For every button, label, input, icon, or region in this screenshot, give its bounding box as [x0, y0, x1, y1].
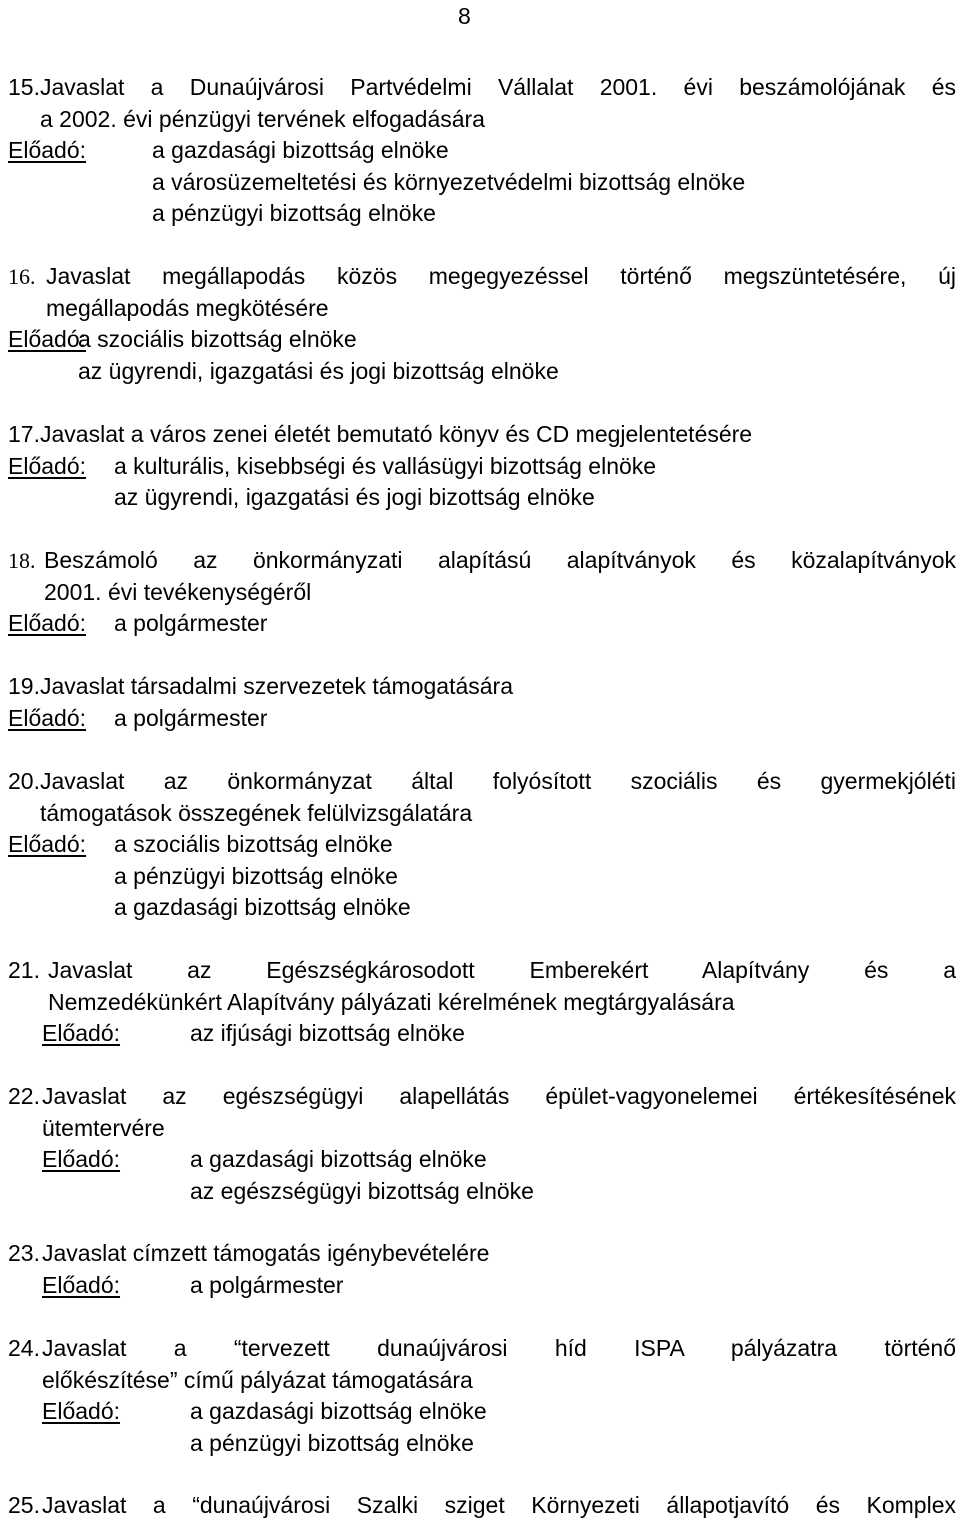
presenter-row: [8, 892, 956, 924]
agenda-item: [8, 955, 956, 1050]
agenda-item: [8, 671, 956, 734]
presenter-row: [8, 135, 956, 167]
agenda-item-title-line: megállapodás megkötésére: [46, 294, 329, 321]
agenda-item-number: 15.: [8, 74, 40, 100]
agenda-item-title-row: [8, 798, 956, 830]
presenter-name: az ifjúsági bizottság elnöke: [190, 1020, 465, 1046]
presenter-name: a pénzügyi bizottság elnöke: [152, 200, 436, 226]
agenda-item-title-row: [8, 766, 956, 798]
agenda-item-number: 21.: [8, 957, 40, 983]
presenter-label: Előadó:: [42, 1146, 121, 1172]
agenda-item-title-line: előkészítése” című pályázat támogatására: [42, 1366, 473, 1393]
agenda-item-title-row: [8, 671, 956, 703]
agenda-item-title-row: [8, 1490, 956, 1522]
presenter-name: a gazdasági bizottság elnöke: [190, 1398, 487, 1424]
agenda-item-title-row: [8, 293, 956, 325]
presenter-label: Előadó:: [42, 1398, 121, 1424]
presenter-row: [8, 324, 956, 356]
agenda-item-title-line: Javaslat címzett támogatás igénybevételére: [42, 1240, 490, 1266]
agenda-item-number: 24.: [8, 1335, 40, 1361]
agenda-item-title-row: [8, 1113, 956, 1145]
agenda-item-number: 17.: [8, 421, 40, 447]
agenda-item-number: 22.: [8, 1083, 40, 1109]
agenda-item: [8, 419, 956, 514]
agenda-item-title-line: Nemzedékünkért Alapítvány pályázati kérelmének megtárgyalására: [48, 988, 735, 1015]
presenter-row: [8, 1018, 956, 1050]
agenda-item-title-line: Javaslat az önkormányzat által folyósított szociális és gyermekjóléti: [40, 768, 956, 794]
agenda-item: [8, 545, 956, 640]
presenter-label: Előadó:: [8, 831, 87, 857]
agenda-item-title-line: támogatások összegének felülvizsgálatára: [40, 799, 473, 826]
presenter-name: a szociális bizottság elnöke: [78, 326, 357, 352]
presenter-row: [8, 1396, 956, 1428]
page-number: 8: [458, 3, 471, 29]
presenter-row: [8, 829, 956, 861]
agenda-item-title-row: [8, 1238, 956, 1270]
agenda-item-title-row: [8, 419, 956, 451]
agenda-item-number: 25.: [8, 1492, 40, 1518]
agenda-item-title-row: [8, 955, 956, 987]
presenter-row: [8, 1144, 956, 1176]
presenter-label: Előadó:: [42, 1271, 121, 1298]
presenter-label: Előadó:: [8, 452, 87, 479]
agenda-item-title-row: [8, 1365, 956, 1397]
agenda-item-number: 18.: [8, 548, 36, 573]
agenda-item: [8, 261, 956, 387]
presenter-name: a polgármester: [114, 610, 268, 636]
agenda-item-title-row: [8, 1081, 956, 1113]
agenda-item-title-line: Javaslat az egészségügyi alapellátás épület-vagyonelemei értékesítésének: [42, 1083, 956, 1109]
presenter-row: [8, 167, 956, 199]
presenter-name: az ügyrendi, igazgatási és jogi bizottság elnöke: [114, 484, 595, 510]
presenter-row: [8, 451, 956, 483]
agenda-item: [8, 1490, 956, 1522]
presenter-row: [8, 482, 956, 514]
agenda-item-title-line: Javaslat a “dunaújvárosi Szalki sziget Környezeti állapotjavító és Komplex: [42, 1492, 956, 1518]
presenter-label: Előadó:: [8, 704, 87, 731]
presenter-name: a gazdasági bizottság elnöke: [152, 137, 449, 163]
agenda-item: [8, 1333, 956, 1459]
presenter-row: [8, 608, 956, 640]
agenda-item-number: 20.: [8, 768, 40, 794]
agenda-item-title-line: Javaslat a város zenei életét bemutató könyv és CD megjelentetésére: [40, 421, 753, 447]
presenter-label: Előadó:: [8, 610, 87, 636]
presenter-row: [8, 1270, 956, 1302]
agenda-item-title-line: Javaslat az Egészségkárosodott Emberekért Alapítvány és a: [48, 957, 956, 983]
agenda-item: [8, 1081, 956, 1207]
presenter-name: a polgármester: [190, 1271, 344, 1298]
agenda-item-title-row: [8, 72, 956, 104]
agenda-item-title-row: [8, 577, 956, 609]
agenda-item-title-row: [8, 104, 956, 136]
presenter-row: [8, 1428, 956, 1460]
presenter-name: a városüzemeltetési és környezetvédelmi bizottság elnöke: [152, 168, 746, 195]
agenda-item: [8, 1238, 956, 1301]
presenter-name: a pénzügyi bizottság elnöke: [190, 1429, 474, 1456]
presenter-row: [8, 198, 956, 230]
presenter-name: a szociális bizottság elnöke: [114, 831, 393, 857]
agenda-item-title-line: Javaslat a “tervezett dunaújvárosi híd ISPA pályázatra történő: [42, 1335, 956, 1361]
presenter-row: [8, 1176, 956, 1208]
agenda-item-number: 19.: [8, 673, 40, 699]
presenter-label: Előadó:: [8, 137, 87, 163]
agenda-item-title-line: Javaslat a Dunaújvárosi Partvédelmi Vállalat 2001. évi beszámolójának és: [40, 74, 956, 100]
presenter-name: az ügyrendi, igazgatási és jogi bizottság elnöke: [78, 357, 559, 384]
agenda-item-title-row: [8, 545, 956, 577]
agenda-item-title-row: [8, 1333, 956, 1365]
agenda-item-title-row: [8, 987, 956, 1019]
presenter-row: [8, 356, 956, 388]
agenda-item-title-line: Javaslat megállapodás közös megegyezéssel történő megszüntetésére, új: [46, 263, 956, 289]
presenter-row: [8, 861, 956, 893]
presenter-name: a gazdasági bizottság elnöke: [114, 894, 411, 920]
presenter-name: a pénzügyi bizottság elnöke: [114, 862, 398, 889]
presenter-label: Előadó:: [42, 1020, 121, 1046]
agenda-item: [8, 766, 956, 924]
agenda-item-title-line: Beszámoló az önkormányzati alapítású alapítványok és közalapítványok: [44, 547, 956, 573]
presenter-row: [8, 703, 956, 735]
agenda-item-number: 16.: [8, 264, 36, 289]
presenter-name: a kulturális, kisebbségi és vallásügyi bizottság elnöke: [114, 452, 657, 479]
agenda-item-title-row: [8, 261, 956, 293]
agenda-item-number: 23.: [8, 1240, 40, 1266]
agenda-item-title-line: Javaslat társadalmi szervezetek támogatására: [40, 673, 513, 699]
agenda-item-title-line: a 2002. évi pénzügyi tervének elfogadására: [40, 105, 485, 132]
presenter-name: a polgármester: [114, 704, 268, 731]
presenter-name: az egészségügyi bizottság elnöke: [190, 1177, 534, 1204]
agenda-item-title-line: 2001. évi tevékenységéről: [44, 578, 312, 605]
agenda-item: [8, 72, 956, 230]
presenter-name: a gazdasági bizottság elnöke: [190, 1146, 487, 1172]
agenda-item-title-line: ütemtervére: [42, 1114, 165, 1141]
presenter-label: Előadó:: [8, 326, 87, 352]
